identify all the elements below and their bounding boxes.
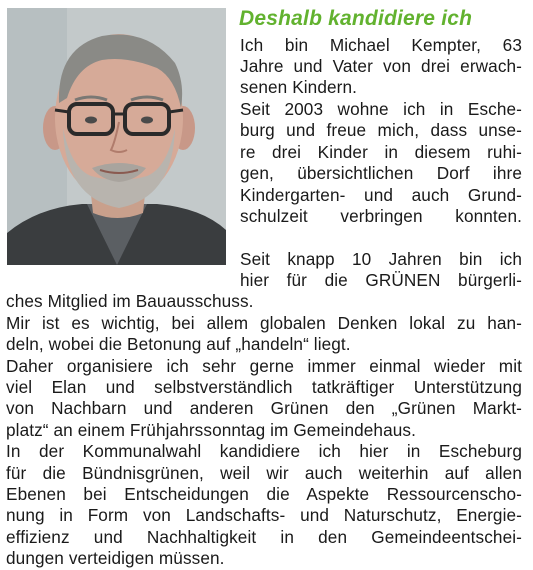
text-line: schulzeit verbringen konnten. — [240, 206, 522, 226]
text-line: senen Kindern. — [240, 77, 358, 97]
heading: Deshalb kandidiere ich — [239, 7, 473, 30]
text-line: effizienz und Nachhaltigkeit in den Gemeindeentschei- — [6, 527, 522, 547]
text-line: Daher organisiere ich sehr gerne immer einmal wieder mit — [6, 356, 522, 376]
text-line: nung in Form von Landschafts- und Naturschutz, Energie- — [6, 505, 522, 525]
text-line: für die Bündnisgrünen, weil wir auch weiterhin auf allen — [6, 463, 522, 483]
text-line: ches Mitglied im Bauausschuss. — [6, 291, 254, 311]
text-line: Ebenen bei Entscheidungen die Aspekte Ressourcenscho- — [6, 484, 522, 504]
text-line: In der Kommunalwahl kandidiere ich hier in Escheburg — [6, 441, 522, 461]
text-line: Mir ist es wichtig, bei allem globalen Denken lokal zu han- — [6, 313, 522, 333]
text-line: hier für die GRÜNEN bürgerli- — [240, 270, 522, 290]
text-line: re drei Kinder in diesem ruhi- — [240, 142, 522, 162]
text-line: dungen verteidigen müssen. — [6, 548, 225, 568]
text-line: Seit 2003 wohne ich in Esche- — [240, 99, 522, 119]
text-line: Jahre und Vater von drei erwach- — [240, 56, 522, 76]
text-line: deln, wobei die Betonung auf „handeln“ liegt. — [6, 334, 351, 354]
portrait-photo — [7, 8, 226, 265]
text-line: Ich bin Michael Kempter, 63 — [240, 35, 522, 55]
text-line: platz“ an einem Frühjahrssonntag im Gemeindehaus. — [6, 420, 416, 440]
text-line: Kindergarten- und auch Grund- — [240, 185, 522, 205]
text-line: burg und freue mich, dass unse- — [240, 120, 522, 140]
text-line: von Nachbarn und anderen Grünen den „Grünen Markt- — [6, 398, 522, 418]
text-line: Seit knapp 10 Jahren bin ich — [240, 249, 522, 269]
text-line: viel Elan und selbstverständlich tatkräftiger Unterstützung — [6, 377, 522, 397]
portrait-illustration — [7, 8, 226, 265]
text-line: gen, übersichtlichen Dorf ihre — [240, 163, 522, 183]
